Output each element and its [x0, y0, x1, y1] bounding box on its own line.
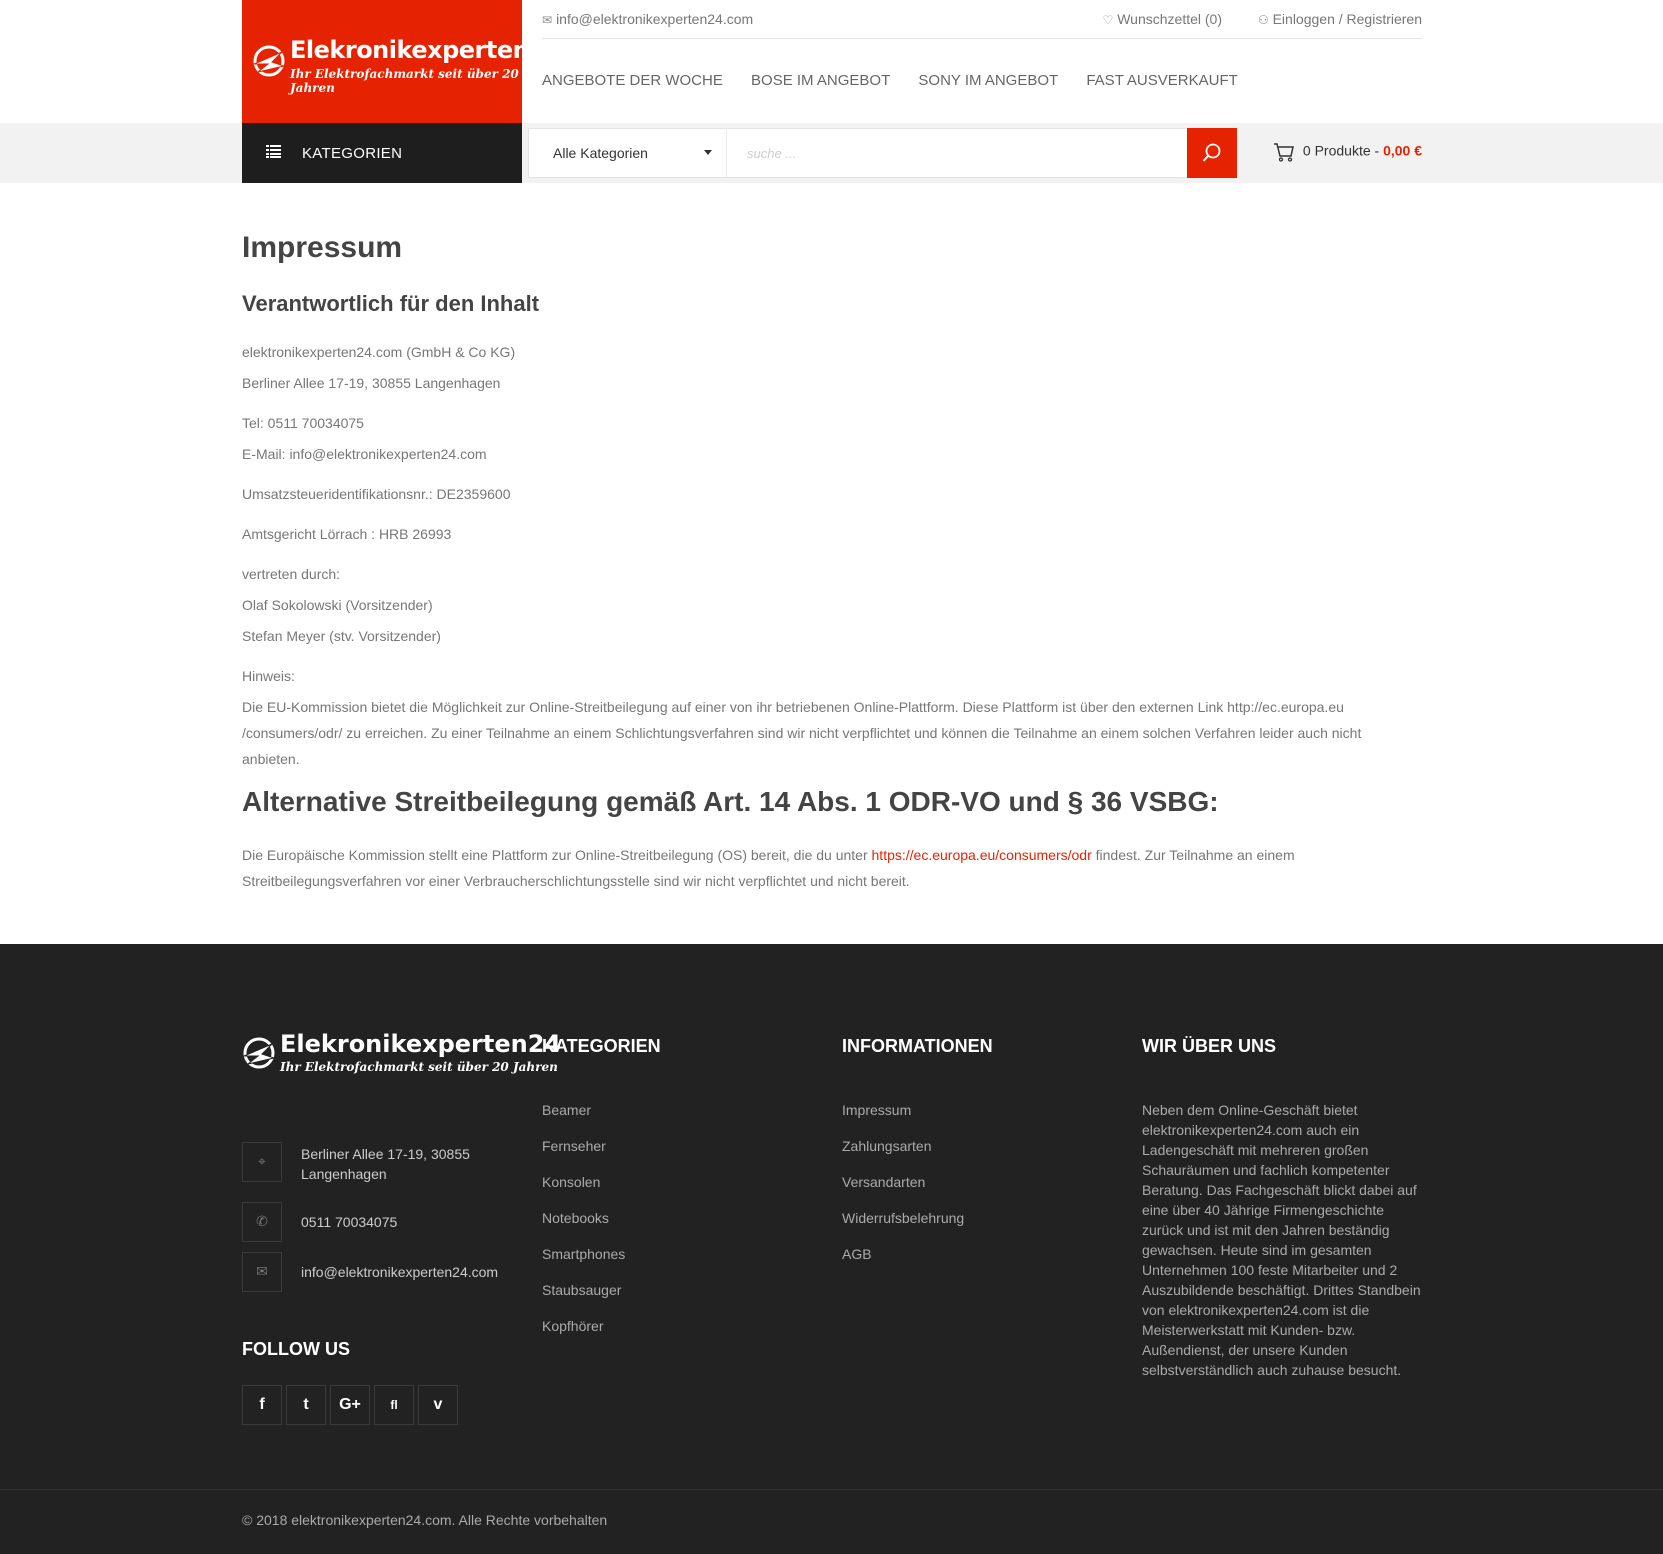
- footer-logo-icon: [242, 1036, 276, 1070]
- footer-link-widerrufsbelehrung[interactable]: Widerrufsbelehrung: [842, 1210, 965, 1226]
- court-register: Amtsgericht Lörrach : HRB 26993: [242, 526, 452, 542]
- user-icon: ⚇: [1257, 13, 1269, 27]
- footer-categories-heading: KATEGORIEN: [542, 1036, 661, 1056]
- representative-1: Olaf Sokolowski (Vorsitzender): [242, 597, 433, 613]
- phone-icon: ✆: [242, 1202, 282, 1242]
- footer-bottom-bar: [0, 1489, 1663, 1554]
- nav-angebote-der-woche[interactable]: ANGEBOTE DER WOCHE: [542, 72, 723, 89]
- alt-text-before: Die Europäische Kommission stellt eine Plattform zur Online-Streitbeilegung (OS) bereit, die du unter: [242, 847, 872, 863]
- footer-email-address[interactable]: info@elektronikexperten24.com: [301, 1264, 499, 1280]
- footer: [0, 944, 1663, 1554]
- footer-link-smartphones[interactable]: Smartphones: [542, 1246, 626, 1262]
- company-name: elektronikexperten24.com (GmbH & Co KG): [242, 344, 516, 360]
- flickr-icon[interactable]: fl: [374, 1385, 414, 1425]
- represented-label: vertreten durch:: [242, 566, 341, 582]
- company-email: E-Mail: info@elektronikexperten24.com: [242, 446, 487, 462]
- alt-dispute-text: [242, 842, 1295, 868]
- copyright: © 2018 elektronikexperten24.com. Alle Rechte vorbehalten: [242, 1512, 608, 1528]
- vimeo-icon[interactable]: v: [418, 1385, 458, 1425]
- hint-line-1: Die EU-Kommission bietet die Möglichkeit zur Online-Streitbeilegung auf einer von ihr betriebenen Online-Plattform. Diese Plattform ist über den externen Link http://ec.europa.eu: [242, 699, 1344, 715]
- alt-text-after: findest. Zur Teilnahme an einem: [1091, 847, 1295, 863]
- vat-id: Umsatzsteueridentifikationsnr.: DE2359600: [242, 486, 511, 502]
- wishlist-label: Wunschzettel (0): [1117, 11, 1222, 27]
- search-button[interactable]: [1187, 128, 1237, 178]
- footer-link-konsolen[interactable]: Konsolen: [542, 1174, 601, 1190]
- location-pin-icon: ⌖: [242, 1142, 282, 1182]
- category-select[interactable]: [529, 129, 727, 177]
- logo[interactable]: [242, 0, 562, 123]
- footer-address-line-2: Langenhagen: [301, 1166, 387, 1182]
- list-icon: [266, 145, 281, 158]
- hint-label: Hinweis:: [242, 668, 295, 684]
- cart-icon: [1273, 142, 1295, 162]
- envelope-icon: ✉: [242, 1252, 282, 1292]
- nav-sony-im-angebot[interactable]: SONY IM ANGEBOT: [918, 72, 1059, 89]
- footer-link-fernseher[interactable]: Fernseher: [542, 1138, 606, 1154]
- footer-categories-list: [542, 1102, 625, 1354]
- cart-price: 0,00 €: [1383, 142, 1422, 159]
- nav-bose-im-angebot[interactable]: BOSE IM ANGEBOT: [751, 72, 891, 89]
- footer-link-notebooks[interactable]: Notebooks: [542, 1210, 609, 1226]
- company-tel: Tel: 0511 70034075: [242, 415, 364, 431]
- search-input[interactable]: [727, 129, 1185, 177]
- wishlist-link[interactable]: [1102, 11, 1222, 27]
- search-icon: [1202, 143, 1222, 163]
- hint-line-2: /consumers/odr/ zu erreichen. Zu einer Teilnahme an einem Schlichtungsverfahren sind wir nicht verpflichtet und können die Teilnahme an einem solchen Verfahren leider auch nicht: [242, 725, 1362, 741]
- footer-link-staubsauger[interactable]: Staubsauger: [542, 1282, 622, 1298]
- footer-info-heading: INFORMATIONEN: [842, 1036, 993, 1056]
- facebook-icon[interactable]: f: [242, 1385, 282, 1425]
- company-address: Berliner Allee 17-19, 30855 Langenhagen: [242, 375, 501, 391]
- cart-label: 0 Produkte -: [1302, 142, 1384, 159]
- categories-button[interactable]: [242, 123, 522, 183]
- main-nav: [542, 72, 1262, 89]
- logo-name: Elekronikexperten24: [290, 36, 562, 64]
- alt-dispute-line-2: Streitbeilegungsverfahren vor einer Verbraucherschlichtungsstelle sind wir nicht verpflichtet und nicht bereit.: [242, 873, 910, 889]
- login-link[interactable]: [1258, 11, 1422, 27]
- footer-about-heading: WIR ÜBER UNS: [1142, 1036, 1276, 1056]
- google-plus-icon[interactable]: G+: [330, 1385, 370, 1425]
- header: [0, 0, 1663, 123]
- page-title: Impressum: [242, 231, 403, 264]
- footer-link-kopfhoerer[interactable]: Kopfhörer: [542, 1318, 604, 1334]
- nav-fast-ausverkauft[interactable]: FAST AUSVERKAUFT: [1086, 72, 1238, 89]
- footer-address-line-1: Berliner Allee 17-19, 30855: [301, 1146, 470, 1162]
- twitter-icon[interactable]: t: [286, 1385, 326, 1425]
- footer-logo-name: Elekronikexperten24: [280, 1030, 562, 1058]
- follow-us-heading: FOLLOW US: [242, 1339, 350, 1359]
- odr-link[interactable]: https://ec.europa.eu/consumers/odr: [871, 847, 1092, 863]
- hint-line-3: anbieten.: [242, 751, 300, 767]
- heart-icon: ♡: [1102, 13, 1114, 27]
- footer-about-text: Neben dem Online-Geschäft bietet elektronikexperten24.com auch ein Ladengeschäft mit mehreren großen Schauräumen und fachlich kompetenter Beratung. Das Fachgeschäft blickt dabei auf eine über 40 Jährige Firmengeschichte zurück und ist mit den Jahren beständig gewachsen. Heute sind im gesamten Unternehmen 100 feste Mitarbeiter und 2 Auszubildende beschäftigt. Drittes Standbein von elektronikexperten24.com ist die Meisterwerkstatt mit Kunden- bzw. Außendienst, der unsere Kunden selbstverständlich auch zuhause besucht.: [1142, 1102, 1421, 1378]
- search-form: [528, 128, 1236, 178]
- caret-down-icon: [704, 150, 712, 155]
- top-info-bar: [542, 0, 1422, 39]
- footer-logo-slogan: Ihr Elektrofachmarkt seit über 20 Jahren: [280, 1060, 558, 1074]
- footer-info-list: [842, 1102, 964, 1282]
- logo-icon: [252, 44, 286, 78]
- login-label: Einloggen / Registrieren: [1272, 11, 1422, 27]
- footer-link-zahlungsarten[interactable]: Zahlungsarten: [842, 1138, 932, 1154]
- header-email: info@elektronikexperten24.com: [556, 11, 754, 27]
- logo-slogan: Ihr Elektrofachmarkt seit über 20 Jahren: [290, 67, 519, 95]
- categories-button-label: KATEGORIEN: [302, 145, 403, 162]
- footer-link-agb[interactable]: AGB: [842, 1246, 872, 1262]
- footer-link-versandarten[interactable]: Versandarten: [842, 1174, 926, 1190]
- footer-link-beamer[interactable]: Beamer: [542, 1102, 592, 1118]
- cart[interactable]: [1273, 142, 1422, 162]
- footer-link-impressum[interactable]: Impressum: [842, 1102, 912, 1118]
- alt-dispute-heading: Alternative Streitbeilegung gemäß Art. 14 Abs. 1 ODR-VO und § 36 VSBG:: [242, 786, 1219, 817]
- header-email-link[interactable]: [542, 11, 753, 27]
- category-select-value: Alle Kategorien: [553, 145, 648, 161]
- footer-phone-number: 0511 70034075: [301, 1214, 398, 1230]
- section-heading: Verantwortlich für den Inhalt: [242, 291, 540, 316]
- representative-2: Stefan Meyer (stv. Vorsitzender): [242, 628, 441, 644]
- envelope-icon: ✉: [542, 13, 553, 27]
